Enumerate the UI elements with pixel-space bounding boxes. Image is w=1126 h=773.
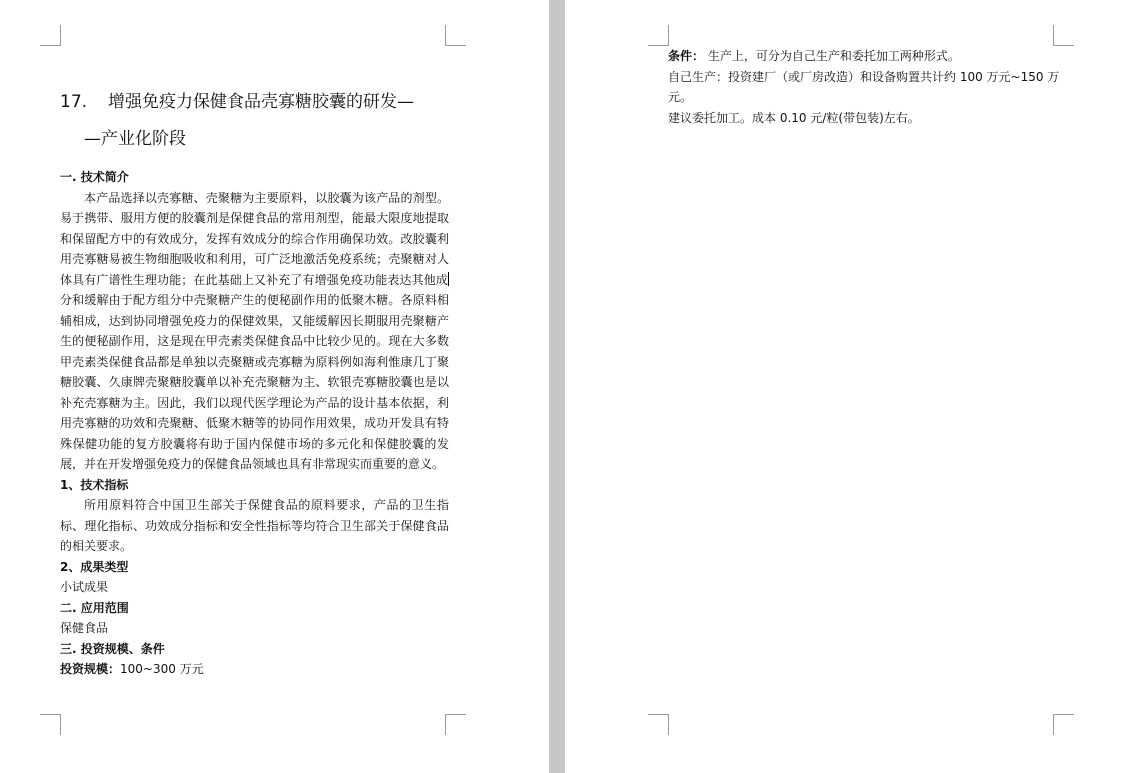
title-number: 17. <box>60 92 88 112</box>
page-gutter <box>549 0 565 773</box>
outsourcing-line: 建议委托加工。成本 0.10 元/粒(带包装)左右。 <box>668 110 920 125</box>
title-line-1: 增强免疫力保健食品壳寡糖胶囊的研发— <box>108 92 414 112</box>
crop-mark-bottom-right <box>1053 714 1074 735</box>
crop-mark-top-left <box>40 25 61 46</box>
document-title <box>60 84 449 158</box>
condition-label: 条件： <box>668 49 705 63</box>
title-line-2: —产业化阶段 <box>84 129 186 149</box>
document-page-right <box>565 0 1126 773</box>
investment-value: 100~300 万元 <box>120 662 204 676</box>
crop-mark-bottom-left <box>40 714 61 735</box>
crop-mark-top-left <box>648 25 669 46</box>
condition-text: 生产上，可分为自己生产和委托加工两种形式。 <box>704 49 960 63</box>
section-heading-application: 二. 应用范围 <box>60 600 129 615</box>
subheading-result-type: 2、成果类型 <box>60 559 129 574</box>
crop-mark-bottom-right <box>445 714 466 735</box>
subheading-tech-indicators: 1、技术指标 <box>60 477 129 492</box>
result-type-text: 小试成果 <box>60 580 109 594</box>
self-production-line: 自己生产：投资建厂（或厂房改造）和设备购置共计约 100 万元~150 万元。 <box>668 69 1060 104</box>
document-page-left <box>0 0 549 773</box>
intro-paragraph <box>60 188 449 475</box>
tech-indicators-paragraph: 所用原料符合中国卫生部关于保健食品的原料要求，产品的卫生指标、理化指标、功效成分指标和安全性指标等均符合卫生部关于保健食品的相关要求。 <box>60 498 449 553</box>
intro-paragraph-part-b: 分和缓解由于配方组分中壳聚糖产生的便秘副作用的低聚木糖。各原料相辅相成，达到协同增强免疫力的保健效果，又能缓解因长期服用壳聚糖产生的便秘副作用，这是现在甲壳素类保健食品中比较少见的。现在大多数甲壳素类保健食品都是单独以壳聚糖或壳寡糖为原料例如海利惟康几丁聚糖胶囊、久康牌壳聚糖胶囊单以补充壳聚糖为主、软银壳寡糖胶囊也是以补充壳寡糖为主。因此，我们以现代医学理论为产品的设计基本依据，利用壳寡糖的功效和壳聚糖、低聚木糖等的协同作用效果，成功开发具有特殊保健功能的复方胶囊将有助于国内保健市场的多元化和保健胶囊的发展，并在开发增强免疫力的保健食品领域也具有非常现实而重要的意义。 <box>60 293 449 471</box>
investment-line <box>60 659 449 680</box>
intro-paragraph-part-a: 本产品选择以壳寡糖、壳聚糖为主要原料，以胶囊为该产品的剂型。易于携带、服用方便的胶囊剂是保健食品的常用剂型，能最大限度地提取和保留配方中的有效成分，发挥有效成分的综合作用确保功效。改胶囊利用壳寡糖易被生物细胞吸收和利用，可广泛地激活免疫系统；壳聚糖对人体具有广谱性生理功能；在此基础上又补充了有增强免疫功能表达其他成 <box>60 190 449 287</box>
crop-mark-top-right <box>445 25 466 46</box>
page-body[interactable] <box>668 46 1068 128</box>
condition-line <box>668 46 1068 67</box>
page-body[interactable] <box>60 84 449 680</box>
application-text: 保健食品 <box>60 621 109 635</box>
text-cursor <box>448 272 449 286</box>
crop-mark-bottom-left <box>648 714 669 735</box>
investment-label: 投资规模： <box>60 662 121 676</box>
section-heading-investment: 三. 投资规模、条件 <box>60 641 165 656</box>
crop-mark-top-right <box>1053 25 1074 46</box>
section-heading-intro: 一. 技术简介 <box>60 170 129 184</box>
